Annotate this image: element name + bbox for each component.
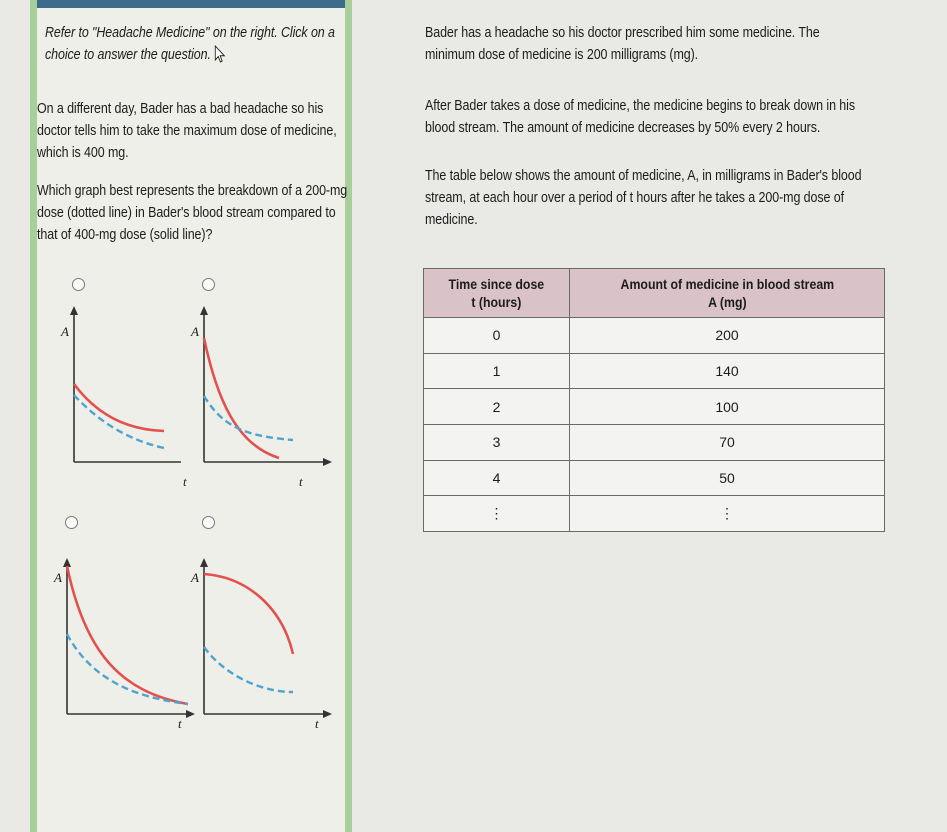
choice-1-radio[interactable] xyxy=(72,278,85,291)
x-axis-label: t xyxy=(315,716,319,731)
choice-3-graph[interactable] xyxy=(50,552,195,742)
time-cell: 3 xyxy=(424,424,570,460)
table-row xyxy=(424,389,885,425)
amount-cell: 100 xyxy=(570,389,885,425)
question-text: Which graph best represents the breakdown of a 200-mg dose (dotted line) in Bader's blood stream compared to that of 400-mg dose (solid line)? xyxy=(37,183,348,243)
y-axis-arrow-icon xyxy=(63,558,71,567)
y-axis-arrow-icon xyxy=(200,306,208,315)
y-axis-label: A xyxy=(61,324,69,339)
breakdown-text: After Bader takes a dose of medicine, the medicine begins to break down in his blood stream. The amount of medicine decreases by 50% every 2 hours. xyxy=(425,98,855,136)
pointer-cursor-icon xyxy=(214,45,225,63)
time-cell: 1 xyxy=(424,353,570,389)
dotted-line-200mg xyxy=(67,634,188,704)
y-axis-label: A xyxy=(54,570,62,585)
choice-4-graph[interactable] xyxy=(187,552,332,742)
y-axis-label: A xyxy=(191,570,199,585)
intro-text: Bader has a headache so his doctor prescribed him some medicine. The minimum dose of medicine is 200 milligrams (mg). xyxy=(425,25,820,63)
dotted-line-200mg xyxy=(204,647,293,692)
choice-2-radio[interactable] xyxy=(202,278,215,291)
choice-1-graph[interactable] xyxy=(57,300,187,490)
question-context: On a different day, Bader has a bad headache so his doctor tells him to take the maximum dose of medicine, which is 400 mg. xyxy=(37,101,337,161)
y-axis-arrow-icon xyxy=(70,306,78,315)
amount-header-unit: A (mg) xyxy=(707,294,747,310)
y-axis-arrow-icon xyxy=(200,558,208,567)
choice-4-radio[interactable] xyxy=(202,516,215,529)
choice-3-radio[interactable] xyxy=(65,516,78,529)
x-axis-arrow-icon xyxy=(323,458,332,466)
table-row xyxy=(424,424,885,460)
table-row xyxy=(424,496,885,532)
amount-cell: 200 xyxy=(570,318,885,354)
table-row xyxy=(424,460,885,496)
time-cell: 4 xyxy=(424,460,570,496)
choice-2-graph[interactable] xyxy=(187,300,332,490)
x-axis-label: t xyxy=(178,716,182,731)
amount-cell: ⋮ xyxy=(570,496,885,532)
medicine-table xyxy=(423,268,885,532)
solid-line-400mg xyxy=(74,384,164,431)
amount-cell: 140 xyxy=(570,353,885,389)
time-cell: ⋮ xyxy=(424,496,570,532)
x-axis-label: t xyxy=(299,474,303,489)
amount-header-label: Amount of medicine in blood stream xyxy=(620,276,834,292)
dotted-line-200mg xyxy=(204,396,293,440)
time-column-header xyxy=(424,269,570,318)
amount-column-header xyxy=(570,269,885,318)
table-header-row xyxy=(424,269,885,318)
time-header-unit: t (hours) xyxy=(471,294,522,310)
table-row xyxy=(424,318,885,354)
solid-line-400mg xyxy=(204,574,293,654)
x-axis-label: t xyxy=(183,474,187,489)
time-header-label: Time since dose xyxy=(448,276,545,292)
question-panel xyxy=(30,0,352,832)
amount-cell: 70 xyxy=(570,424,885,460)
y-axis-label: A xyxy=(191,324,199,339)
table-description: The table below shows the amount of medicine, A, in milligrams in Bader's blood stream, at each hour over a period of t hours after he takes a 200-mg dose of medicine. xyxy=(425,168,862,228)
time-cell: 0 xyxy=(424,318,570,354)
instructions-text xyxy=(45,22,363,66)
panel-top-bar xyxy=(37,0,345,8)
amount-cell: 50 xyxy=(570,460,885,496)
solid-line-400mg xyxy=(204,338,279,458)
table-row xyxy=(424,353,885,389)
solid-line-400mg xyxy=(67,566,188,704)
x-axis-arrow-icon xyxy=(323,710,332,718)
instructions-label: Refer to "Headache Medicine" on the right. Click on a choice to answer the question. xyxy=(45,25,335,63)
time-cell: 2 xyxy=(424,389,570,425)
